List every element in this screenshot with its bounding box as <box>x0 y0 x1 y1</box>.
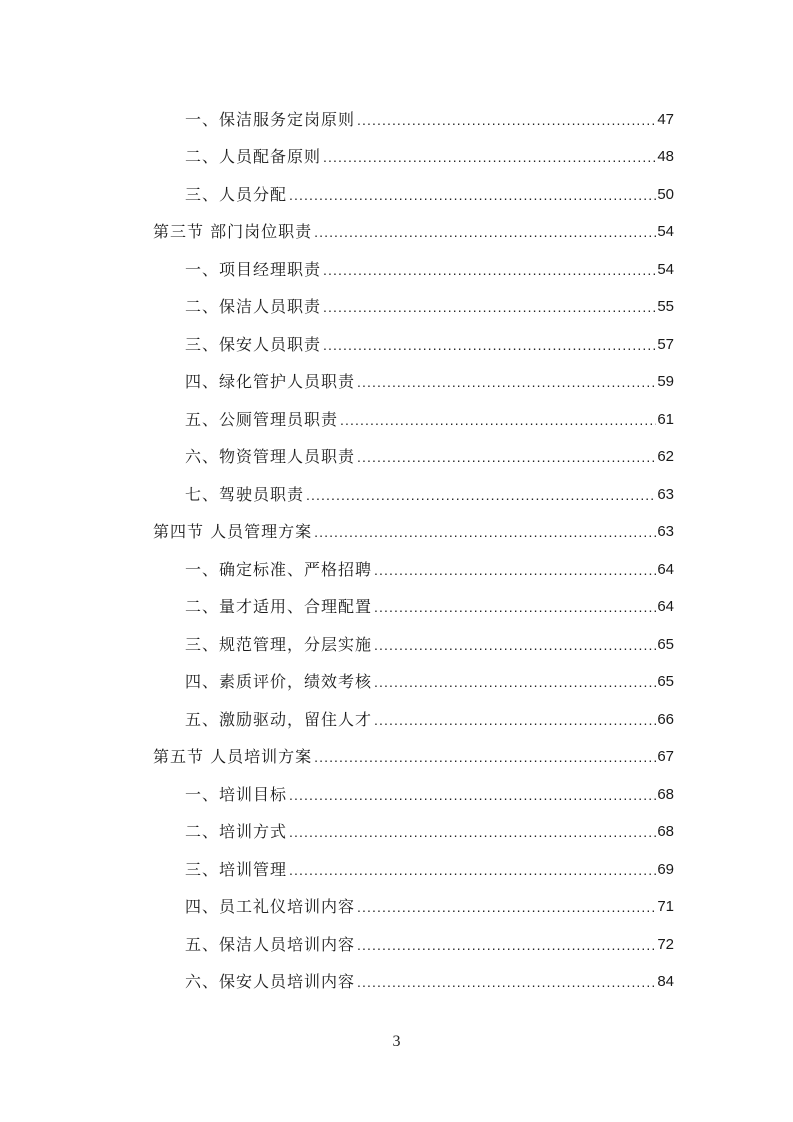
toc-entry[interactable] <box>185 781 674 805</box>
toc-entry[interactable] <box>185 706 674 730</box>
toc-entry-page: 48 <box>657 148 674 165</box>
dot-leader <box>374 635 656 655</box>
toc-entry-title: 一、项目经理职责 <box>185 260 322 279</box>
toc-entry-title: 四、素质评价，绩效考核 <box>185 672 373 691</box>
toc-entry-page: 67 <box>657 748 674 765</box>
dot-leader <box>357 447 656 467</box>
toc-entry-title: 第四节 人员管理方案 <box>153 522 313 541</box>
dot-leader <box>289 822 656 842</box>
toc-entry[interactable] <box>185 143 674 167</box>
dot-leader <box>374 710 656 730</box>
toc-entry-page: 55 <box>657 298 674 315</box>
toc-entry-page: 64 <box>657 598 674 615</box>
toc-entry-title: 二、培训方式 <box>185 822 288 841</box>
dot-leader <box>357 935 656 955</box>
toc-entry-page: 66 <box>657 711 674 728</box>
toc-entry-page: 61 <box>657 411 674 428</box>
dot-leader <box>289 785 656 805</box>
toc-section-entry[interactable] <box>153 218 674 242</box>
dot-leader <box>306 485 656 505</box>
dot-leader <box>374 560 656 580</box>
dot-leader <box>314 222 656 242</box>
toc-entry-title: 三、人员分配 <box>185 185 288 204</box>
dot-leader <box>323 297 656 317</box>
toc-entry-title: 七、驾驶员职责 <box>185 485 305 504</box>
toc-entry-page: 63 <box>657 523 674 540</box>
dot-leader <box>374 597 656 617</box>
toc-entry-page: 84 <box>657 973 674 990</box>
page-number: 3 <box>392 1033 401 1050</box>
toc-entry[interactable] <box>185 556 674 580</box>
toc-entry-page: 54 <box>657 223 674 240</box>
toc-entry-title: 四、绿化管护人员职责 <box>185 372 356 391</box>
toc-entry[interactable] <box>185 443 674 467</box>
toc-entry[interactable] <box>185 668 674 692</box>
toc-entry[interactable] <box>185 368 674 392</box>
toc-entry[interactable] <box>185 631 674 655</box>
toc-entry-title: 二、量才适用、合理配置 <box>185 597 373 616</box>
toc-entry[interactable] <box>185 931 674 955</box>
toc-entry-page: 64 <box>657 561 674 578</box>
toc-entry-title: 三、培训管理 <box>185 860 288 879</box>
dot-leader <box>289 185 656 205</box>
toc-entry-title: 五、激励驱动，留住人才 <box>185 710 373 729</box>
toc-entry-page: 50 <box>657 186 674 203</box>
toc-entry-title: 一、确定标准、严格招聘 <box>185 560 373 579</box>
toc-entry[interactable] <box>185 893 674 917</box>
toc-entry-page: 72 <box>657 936 674 953</box>
dot-leader <box>357 897 656 917</box>
toc-entry-page: 47 <box>657 111 674 128</box>
dot-leader <box>323 335 656 355</box>
toc-entry[interactable] <box>185 481 674 505</box>
toc-entry-title: 一、保洁服务定岗原则 <box>185 110 356 129</box>
toc-entry-title: 四、员工礼仪培训内容 <box>185 897 356 916</box>
toc-entry[interactable] <box>185 106 674 130</box>
dot-leader <box>323 147 656 167</box>
dot-leader <box>357 110 656 130</box>
toc-section-entry[interactable] <box>153 743 674 767</box>
toc-entry[interactable] <box>185 406 674 430</box>
toc-entry-title: 五、公厕管理员职责 <box>185 410 339 429</box>
toc-entry-title: 六、物资管理人员职责 <box>185 447 356 466</box>
toc-entry[interactable] <box>185 331 674 355</box>
dot-leader <box>340 410 656 430</box>
toc-entry-title: 第三节 部门岗位职责 <box>153 222 313 241</box>
toc-entry-page: 57 <box>657 336 674 353</box>
toc-entry-page: 63 <box>657 486 674 503</box>
toc-entry-page: 65 <box>657 636 674 653</box>
dot-leader <box>357 972 656 992</box>
toc-entry-title: 五、保洁人员培训内容 <box>185 935 356 954</box>
toc-entry-page: 59 <box>657 373 674 390</box>
toc-entry-page: 65 <box>657 673 674 690</box>
dot-leader <box>314 522 656 542</box>
toc-entry[interactable] <box>185 856 674 880</box>
dot-leader <box>289 860 656 880</box>
toc-entry[interactable] <box>185 968 674 992</box>
toc-entry-title: 三、保安人员职责 <box>185 335 322 354</box>
toc-entry[interactable] <box>185 181 674 205</box>
toc-entry-page: 68 <box>657 786 674 803</box>
toc-entry[interactable] <box>185 256 674 280</box>
dot-leader <box>323 260 656 280</box>
toc-section-entry[interactable] <box>153 518 674 542</box>
toc-entry-title: 二、保洁人员职责 <box>185 297 322 316</box>
toc-entry[interactable] <box>185 293 674 317</box>
toc-entry-page: 54 <box>657 261 674 278</box>
toc-entry-title: 六、保安人员培训内容 <box>185 972 356 991</box>
toc-entry[interactable] <box>185 818 674 842</box>
toc-entry-title: 一、培训目标 <box>185 785 288 804</box>
toc-entry-page: 69 <box>657 861 674 878</box>
toc-entry[interactable] <box>185 593 674 617</box>
toc-entry-title: 第五节 人员培训方案 <box>153 747 313 766</box>
dot-leader <box>357 372 656 392</box>
toc-entry-title: 三、规范管理，分层实施 <box>185 635 373 654</box>
toc-entry-page: 62 <box>657 448 674 465</box>
dot-leader <box>314 747 656 767</box>
toc-entry-page: 68 <box>657 823 674 840</box>
toc-entry-page: 71 <box>657 898 674 915</box>
dot-leader <box>374 672 656 692</box>
toc-entry-title: 二、人员配备原则 <box>185 147 322 166</box>
